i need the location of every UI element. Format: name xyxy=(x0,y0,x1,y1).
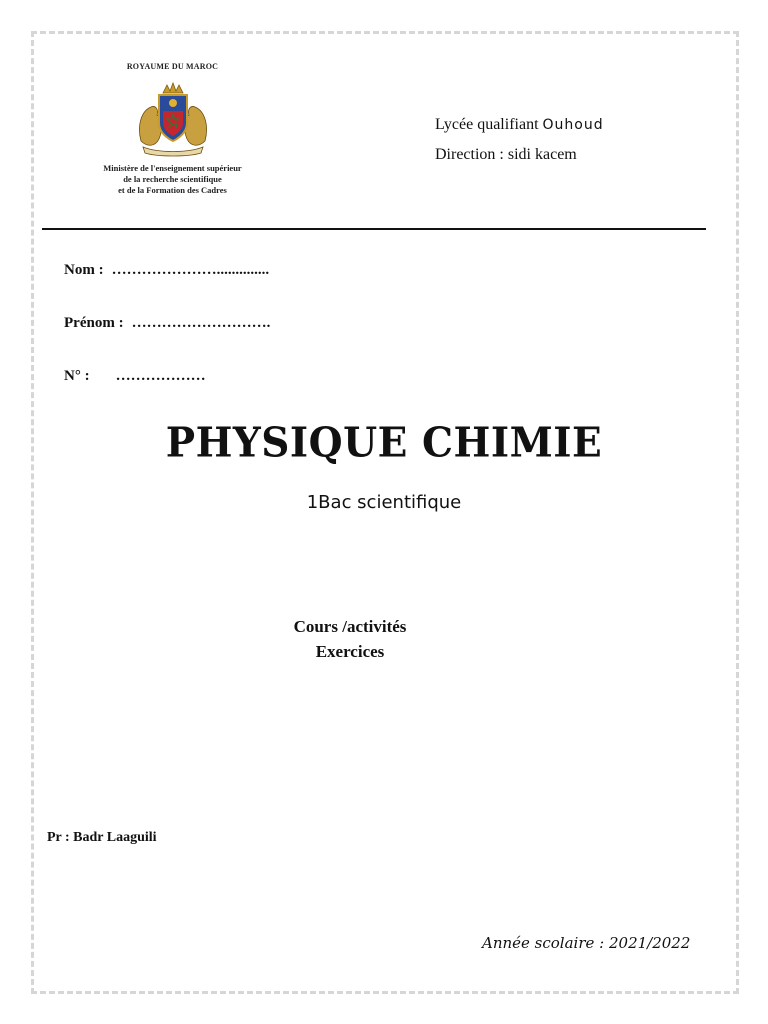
school-year: Année scolaire : 2021/2022 xyxy=(482,934,691,952)
prenom-dots: ………………………. xyxy=(131,315,271,331)
school-name-line xyxy=(435,110,604,140)
nom-field[interactable] xyxy=(64,262,269,279)
author-name: Pr : Badr Laaguili xyxy=(47,830,157,845)
kingdom-label: ROYAUME DU MAROC xyxy=(126,62,219,71)
page-title: PHYSIQUE CHIMIE xyxy=(165,418,603,468)
moroccan-coat-of-arms-icon xyxy=(133,81,213,157)
header-divider xyxy=(42,228,706,230)
nom-dots: ………………….............. xyxy=(111,262,270,278)
nom-label: Nom : xyxy=(64,262,104,278)
content-line-1: Cours /activités xyxy=(293,617,407,636)
page-subtitle: 1Bac scientifique xyxy=(306,492,462,513)
numero-label: N° : xyxy=(64,368,90,384)
prenom-field[interactable] xyxy=(64,315,270,332)
school-name: Ouhoud xyxy=(542,117,604,133)
direction-line: Direction : sidi kacem xyxy=(435,146,577,163)
content-description xyxy=(0,614,700,664)
school-info xyxy=(435,110,604,169)
ministry-name xyxy=(80,163,265,196)
ministry-line-3: et de la Formation des Cadres xyxy=(118,185,227,195)
ministry-line-2: de la recherche scientifique xyxy=(123,174,222,184)
numero-field[interactable] xyxy=(64,368,206,385)
prenom-label: Prénom : xyxy=(64,315,124,331)
ministry-header xyxy=(80,62,265,196)
numero-dots: ……………… xyxy=(115,368,206,384)
ministry-line-1: Ministère de l'enseignement supérieur xyxy=(103,163,242,173)
content-line-2: Exercices xyxy=(315,642,385,661)
school-prefix: Lycée qualifiant xyxy=(435,116,539,133)
